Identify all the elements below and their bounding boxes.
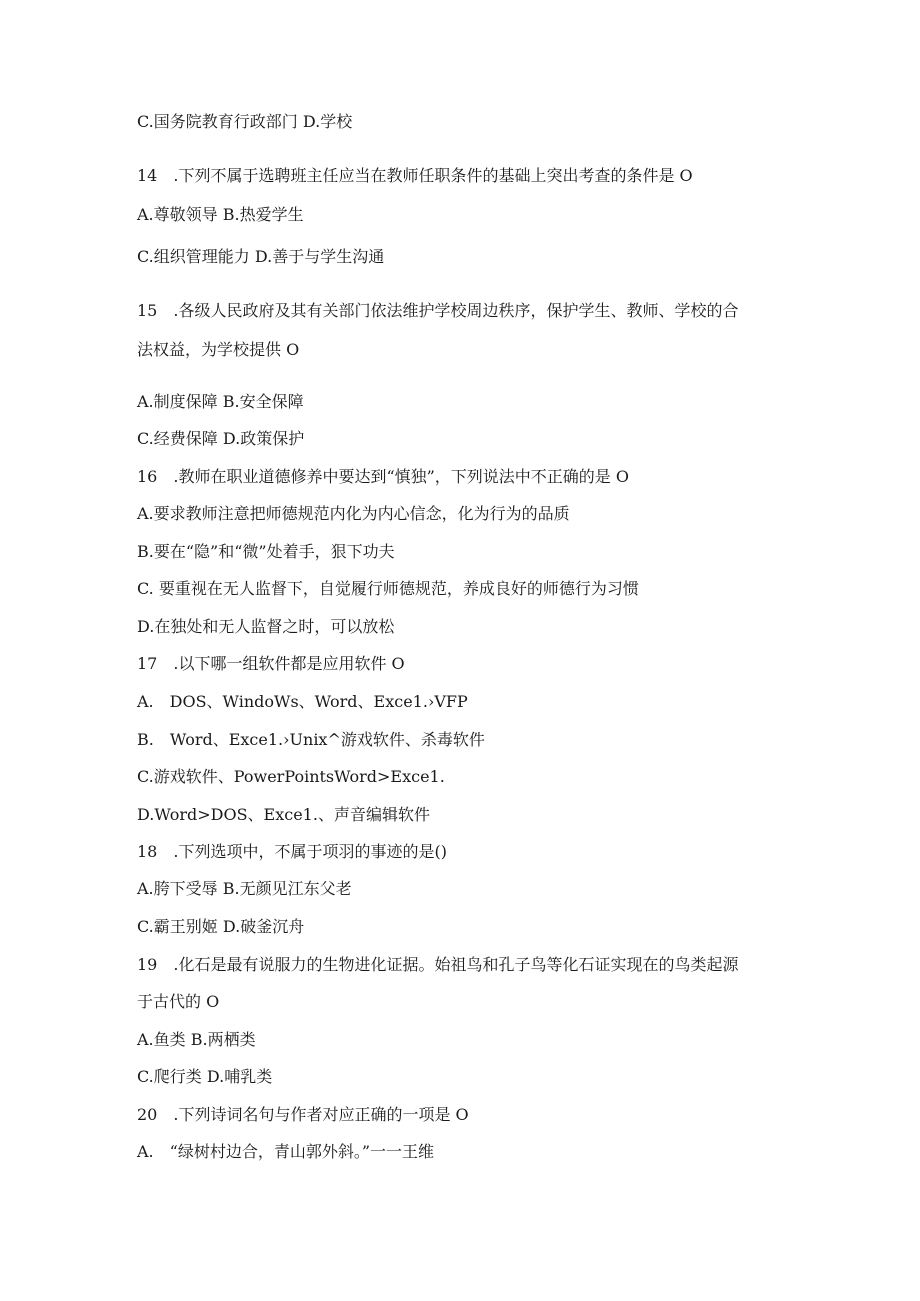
option-line: A.要求教师注意把师德规范内化为内心信念，化为行为的品质 (137, 504, 570, 523)
question-15: 15 .各级人民政府及其有关部门依法维护学校周边秩序，保护学生、教师、学校的合 (137, 301, 739, 320)
option-line: A. DOS、WindoWs、Word、Exce1.›VFP (137, 692, 468, 711)
option-line: D.Word>DOS、Exce1.、声音编辑软件 (137, 805, 430, 824)
question-16: 16 .教师在职业道德修养中要达到“慎独”，下列说法中不正确的是 O (137, 467, 630, 486)
question-18: 18 .下列选项中，不属于项羽的事迹的是() (137, 842, 447, 861)
option-line: A.尊敬领导 B.热爱学生 (137, 205, 304, 224)
option-line: A. “绿树村边合，青山郭外斜。”一一王维 (137, 1142, 435, 1161)
option-line: C.爬行类 D.哺乳类 (137, 1067, 273, 1086)
option-line: C.经费保障 D.政策保护 (137, 429, 305, 448)
option-line: A.胯下受辱 B.无颜见江东父老 (137, 879, 352, 898)
text-line: C.国务院教育行政部门 D.学校 (137, 112, 353, 131)
question-20: 20 .下列诗词名句与作者对应正确的一项是 O (137, 1105, 469, 1124)
question-17: 17 .以下哪一组软件都是应用软件 O (137, 654, 405, 673)
option-line: C.组织管理能力 D.善于与学生沟通 (137, 247, 385, 266)
option-line: C.游戏软件、PowerPointsWord>Exce1. (137, 767, 445, 786)
option-line: B. Word、Exce1.›Unix^游戏软件、杀毒软件 (137, 730, 485, 749)
option-line: A.鱼类 B.两栖类 (137, 1030, 256, 1049)
question-14: 14 .下列不属于选聘班主任应当在教师任职条件的基础上突出考查的条件是 O (137, 166, 693, 185)
option-line: A.制度保障 B.安全保障 (137, 392, 304, 411)
option-line: D.在独处和无人监督之时，可以放松 (137, 617, 395, 636)
text-line: 于古代的 O (137, 992, 220, 1011)
option-line: C. 要重视在无人监督下，自觉履行师德规范，养成良好的师德行为习惯 (137, 579, 639, 598)
option-line: C.霸王别姬 D.破釜沉舟 (137, 917, 305, 936)
question-19: 19 .化石是最有说服力的生物进化证据。始祖鸟和孔子鸟等化石证实现在的鸟类起源 (137, 955, 739, 974)
option-line: B.要在“隐”和“微”处着手，狠下功夫 (137, 542, 395, 561)
text-line: 法权益，为学校提供 O (137, 340, 300, 359)
